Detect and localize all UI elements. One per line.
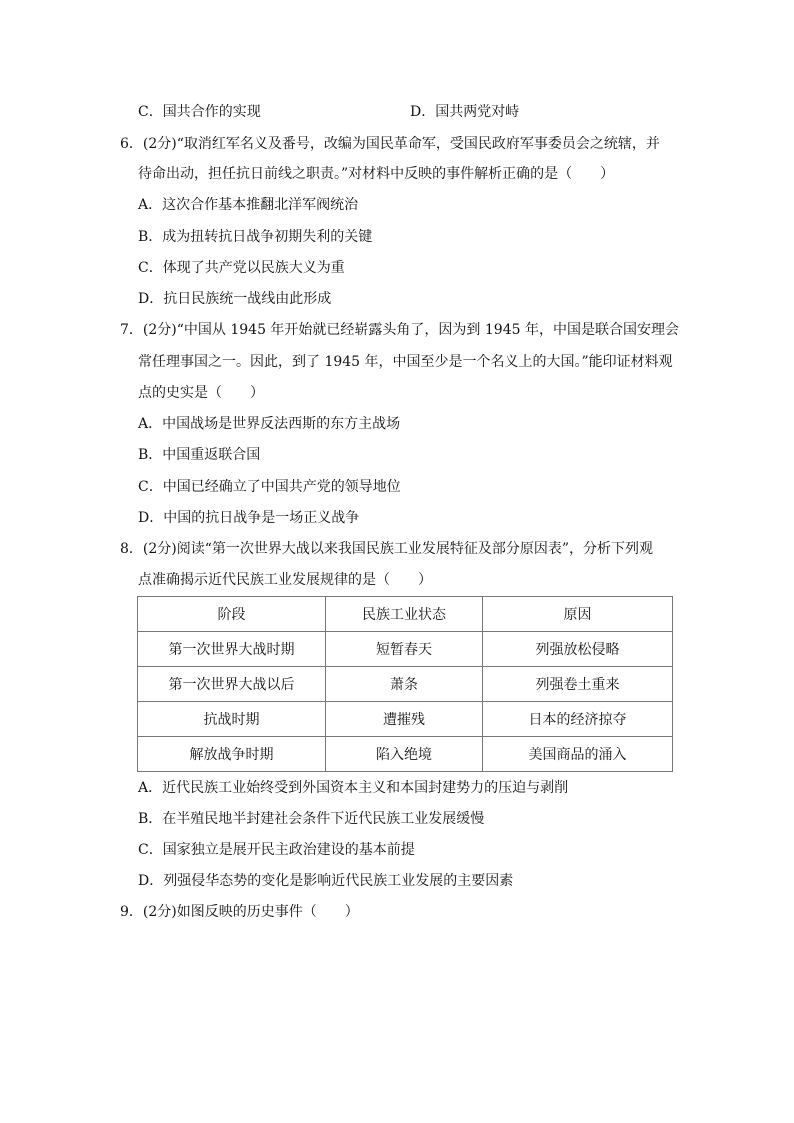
q7-stem-line2: 常任理事国之一。因此，到了 1945 年，中国至少是一个名义上的大国。”能印证材料观 [138,354,673,370]
q8-stem-line2: 点准确揭示近代民族工业发展规律的是（ ） [138,572,432,588]
q6-stem-line1: 6．(2分)“取消红军名义及番号，改编为国民革命军，受国民政府军事委员会之统辖，并 [120,136,660,152]
q6-option-b: B．成为扭转抗日战争初期失利的关键 [138,229,373,245]
q9-stem-line1: 9．(2分)如图反映的历史事件（ ） [120,904,359,920]
q6-option-a: A．这次合作基本推翻北洋军阀统治 [138,197,359,213]
table-row [138,737,673,772]
q7-option-b: B．中国重返联合国 [138,447,261,463]
q8-option-b: B．在半殖民地半封建社会条件下近代民族工业发展缓慢 [138,811,485,827]
table-header-row [138,597,673,632]
table-cell: 抗战时期 [138,702,326,737]
table-header-cell: 阶段 [138,597,326,632]
table-cell: 第一次世界大战时期 [138,632,326,667]
q5-option-c: C．国共合作的实现 [138,104,261,120]
q7-option-d: D．中国的抗日战争是一场正义战争 [138,510,360,526]
q6-option-c: C．体现了共产党以民族大义为重 [138,260,345,276]
table-row [138,702,673,737]
q6-option-d: D．抗日民族统一战线由此形成 [138,291,332,307]
q8-stem-line1: 8．(2分)阅读“第一次世界大战以来我国民族工业发展特征及部分原因表”，分析下列观 [120,541,654,557]
table-cell: 短暂春天 [326,632,483,667]
q7-option-a: A．中国战场是世界反法西斯的东方主战场 [138,416,401,432]
table-cell: 日本的经济掠夺 [483,702,673,737]
q5-option-d: D．国共两党对峙 [410,104,520,120]
q7-stem-line1: 7．(2分)“中国从 1945 年开始就已经崭露头角了，因为到 1945 年，中国是联合国安理会 [120,322,679,338]
table-cell: 列强卷土重来 [483,667,673,702]
q8-option-d: D．列强侵华态势的变化是影响近代民族工业发展的主要因素 [138,873,514,889]
table-row [138,632,673,667]
q8-option-c: C．国家独立是展开民主政治建设的基本前提 [138,842,415,858]
table-row [138,667,673,702]
table-cell: 美国商品的涌入 [483,737,673,772]
table-cell: 陷入绝境 [326,737,483,772]
table-cell: 遭摧残 [326,702,483,737]
table-cell: 列强放松侵略 [483,632,673,667]
table-cell: 第一次世界大战以后 [138,667,326,702]
table-header-cell: 原因 [483,597,673,632]
q6-stem-line2: 待命出动，担任抗日前线之职责。”对材料中反映的事件解析正确的是（ ） [138,166,615,182]
q7-stem-line3: 点的史实是（ ） [138,385,264,401]
table-cell: 解放战争时期 [138,737,326,772]
q8-table [137,596,673,772]
table-header-cell: 民族工业状态 [326,597,483,632]
q7-option-c: C．中国已经确立了中国共产党的领导地位 [138,479,401,495]
q8-option-a: A．近代民族工业始终受到外国资本主义和本国封建势力的压迫与剥削 [138,780,569,796]
table-cell: 萧条 [326,667,483,702]
